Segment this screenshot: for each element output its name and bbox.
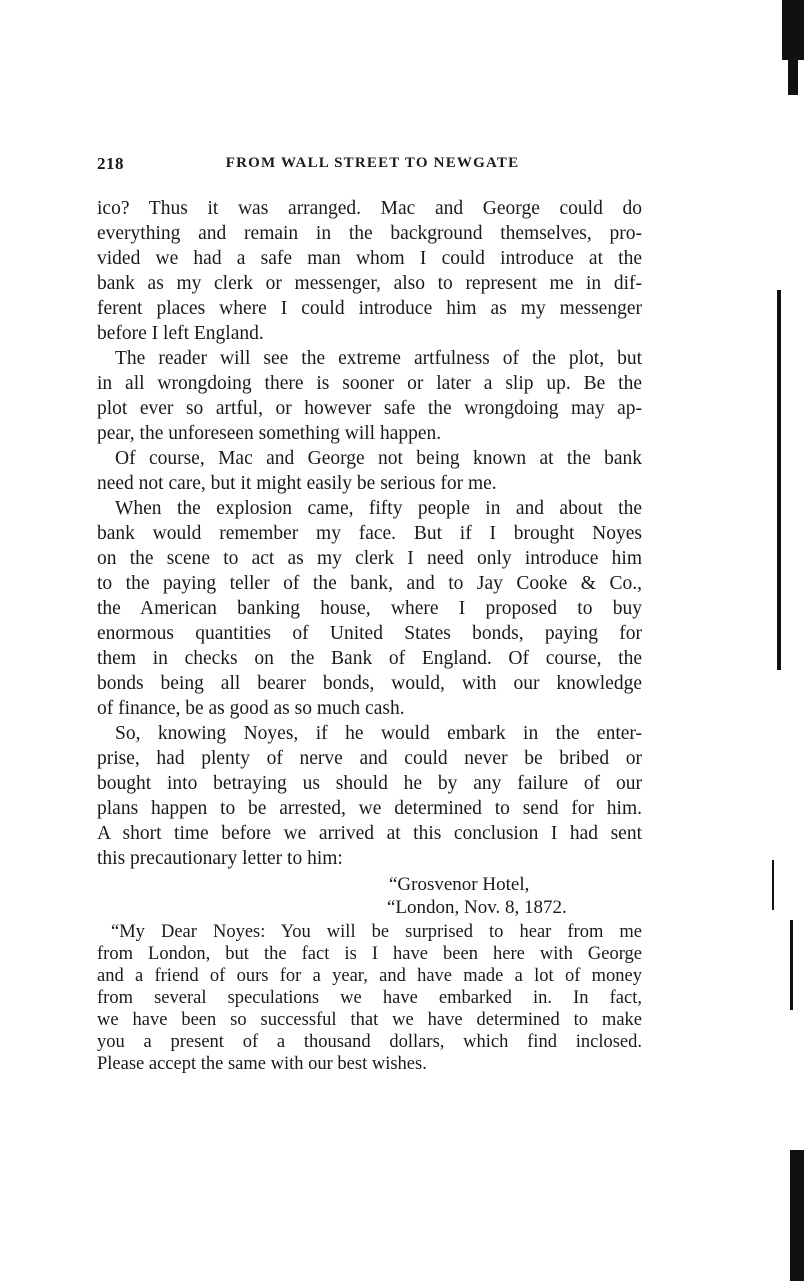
letter-address-line-1: “Grosvenor Hotel, <box>389 874 530 895</box>
text-line: bought into betraying us should he by any failure of our <box>97 773 642 794</box>
text-line: pear, the unforeseen something will happen. <box>97 423 442 444</box>
text-line: everything and remain in the background themselves, pro- <box>97 223 642 244</box>
text-line: this precautionary letter to him: <box>97 848 343 869</box>
text-line: A short time before we arrived at this conclusion I had sent <box>97 823 642 844</box>
text-line: The reader will see the extreme artfulness of the plot, but <box>115 348 642 369</box>
text-line: ferent places where I could introduce him as my messenger <box>97 298 642 319</box>
text-line: Of course, Mac and George not being known at the bank <box>115 448 642 469</box>
scan-edge-mark <box>790 920 793 1010</box>
text-line: When the explosion came, fifty people in and about the <box>115 498 642 519</box>
text-line: enormous quantities of United States bonds, paying for <box>97 623 642 644</box>
letter-address-line-2: “London, Nov. 8, 1872. <box>387 897 567 918</box>
page-number: 218 <box>97 154 124 173</box>
text-line: bonds being all bearer bonds, would, with our knowledge <box>97 673 642 694</box>
letter-line: from London, but the fact is I have been here with George <box>97 944 642 964</box>
text-line: plans happen to be arrested, we determined to send for him. <box>97 798 642 819</box>
body-text <box>97 196 642 871</box>
text-line: in all wrongdoing there is sooner or later a slip up. Be the <box>97 373 642 394</box>
text-line: on the scene to act as my clerk I need only introduce him <box>97 548 642 569</box>
letter-body <box>97 921 642 1075</box>
text-line: plot ever so artful, or however safe the wrongdoing may ap- <box>97 398 642 419</box>
letter-line: and a friend of ours for a year, and have made a lot of money <box>97 966 642 986</box>
letter-line: we have been so successful that we have determined to make <box>97 1010 642 1030</box>
letter-line: from several speculations we have embarked in. In fact, <box>97 988 642 1008</box>
text-line: bank as my clerk or messenger, also to represent me in dif- <box>97 273 642 294</box>
letter-line: “My Dear Noyes: You will be surprised to hear from me <box>111 922 642 942</box>
scan-edge-mark <box>790 1150 804 1281</box>
letter-line: you a present of a thousand dollars, which find inclosed. <box>97 1032 642 1052</box>
scan-edge-mark <box>772 860 774 910</box>
text-line: need not care, but it might easily be serious for me. <box>97 473 497 494</box>
text-line: them in checks on the Bank of England. Of course, the <box>97 648 642 669</box>
letter-line: Please accept the same with our best wishes. <box>97 1054 427 1074</box>
text-line: the American banking house, where I proposed to buy <box>97 598 642 619</box>
text-line: to the paying teller of the bank, and to Jay Cooke & Co., <box>97 573 642 594</box>
scan-edge-mark <box>788 55 798 95</box>
text-line: of finance, be as good as so much cash. <box>97 698 405 719</box>
running-title: FROM WALL STREET TO NEWGATE <box>225 155 520 171</box>
text-line: bank would remember my face. But if I brought Noyes <box>97 523 642 544</box>
scan-edge-mark <box>777 290 781 670</box>
text-line: vided we had a safe man whom I could introduce at the <box>97 248 642 269</box>
text-line: before I left England. <box>97 323 264 344</box>
text-line: So, knowing Noyes, if he would embark in the enter- <box>115 723 642 744</box>
text-line: ico? Thus it was arranged. Mac and George could do <box>97 198 642 219</box>
scan-edge-mark <box>782 0 804 60</box>
text-line: prise, had plenty of nerve and could never be bribed or <box>97 748 642 769</box>
letter-address <box>97 873 642 919</box>
